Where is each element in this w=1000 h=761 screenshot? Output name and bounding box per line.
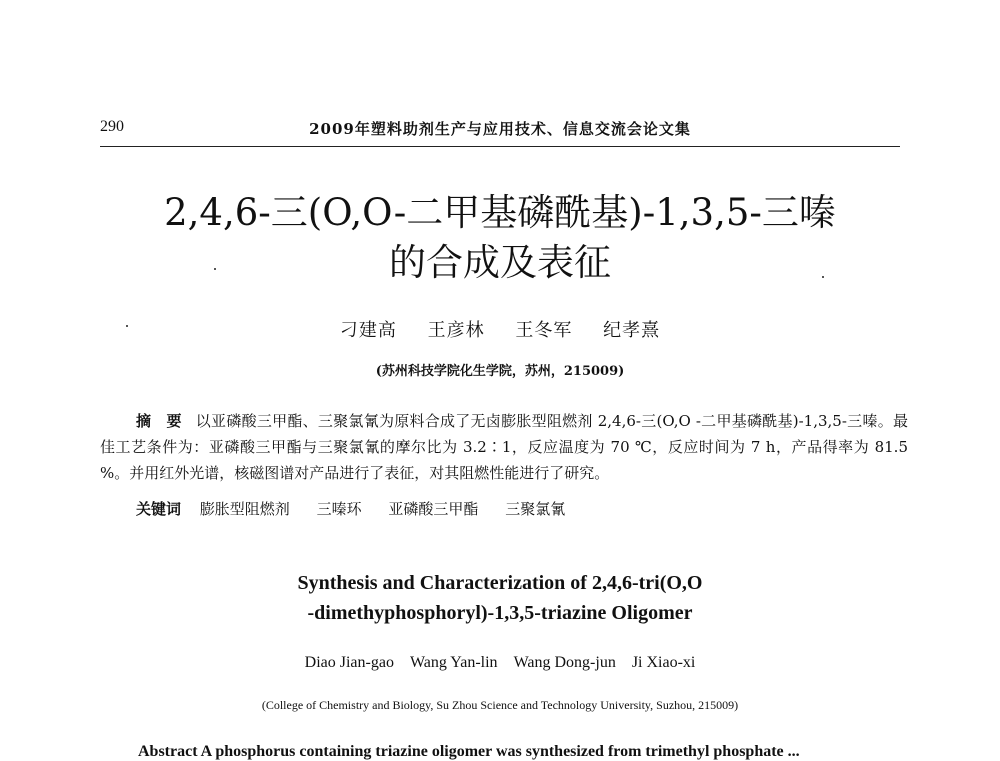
english-title-line-1: Synthesis and Characterization of 2,4,6-tri(O,O [297,572,703,594]
abstract-text: 以亚磷酸三甲酯、三聚氯氰为原料合成了无卤膨胀型阻燃剂 2,4,6-三(O,O -二甲基磷酰基)-1,3,5-三嗪。最佳工艺条件为：亚磷酸三甲酯与三聚氯氰的摩尔比为 3.2∶1，反应温度为 70 ℃，反应时间为 7 h，产品得率为 81.5 %。并用红外光谱，核磁图谱对产品进行了表征，对其阻燃性能进行了研究。 [100,412,908,482]
chinese-authors [100,316,900,342]
chinese-abstract [100,408,908,486]
author-en: Wang Yan-lin [409,654,498,671]
english-authors [100,654,900,672]
scan-speck [126,325,128,327]
header-rule [100,146,900,147]
chinese-affiliation: (苏州科技学院化生学院，苏州，215009) [375,364,625,379]
page-number: 290 [100,118,124,135]
running-title: 2009年塑料助剂生产与应用技术、信息交流会论文集 [309,120,691,138]
chinese-title-line-1: 2,4,6-三(O,O-二甲基磷酰基)-1,3,5-三嗪 [164,191,836,234]
scan-speck [214,268,216,270]
keyword: 三聚氯氰 [505,500,566,518]
english-affiliation: (College of Chemistry and Biology, Su Zhou Science and Technology University, Suzhou, 215009) [261,698,739,712]
keyword: 亚磷酸三甲酯 [388,500,479,518]
chinese-title [100,188,900,288]
chinese-title-line-2: 的合成及表征 [389,241,611,284]
author-cn: 纪孝熹 [603,320,661,341]
scan-speck [822,276,824,278]
english-abstract-partial: Abstract A phosphorus containing triazine oligomer was synthesized from trimethyl phosphate ... [138,743,800,760]
abstract-label: 摘 要 [136,412,182,430]
english-title-line-2: -dimethyphosphoryl)-1,3,5-triazine Oligomer [307,602,693,624]
keyword: 膨胀型阻燃剂 [199,500,290,518]
author-cn: 王彦林 [427,320,485,341]
author-cn: 刁建高 [339,320,397,341]
keyword: 三嗪环 [316,500,362,518]
author-en: Wang Dong-jun [513,654,616,671]
english-title [100,568,900,628]
author-en: Ji Xiao-xi [631,654,696,671]
keywords-label: 关键词 [136,500,182,518]
running-header [100,118,900,148]
author-en: Diao Jian-gao [304,654,394,671]
author-cn: 王冬军 [515,320,573,341]
chinese-keywords [136,498,896,519]
